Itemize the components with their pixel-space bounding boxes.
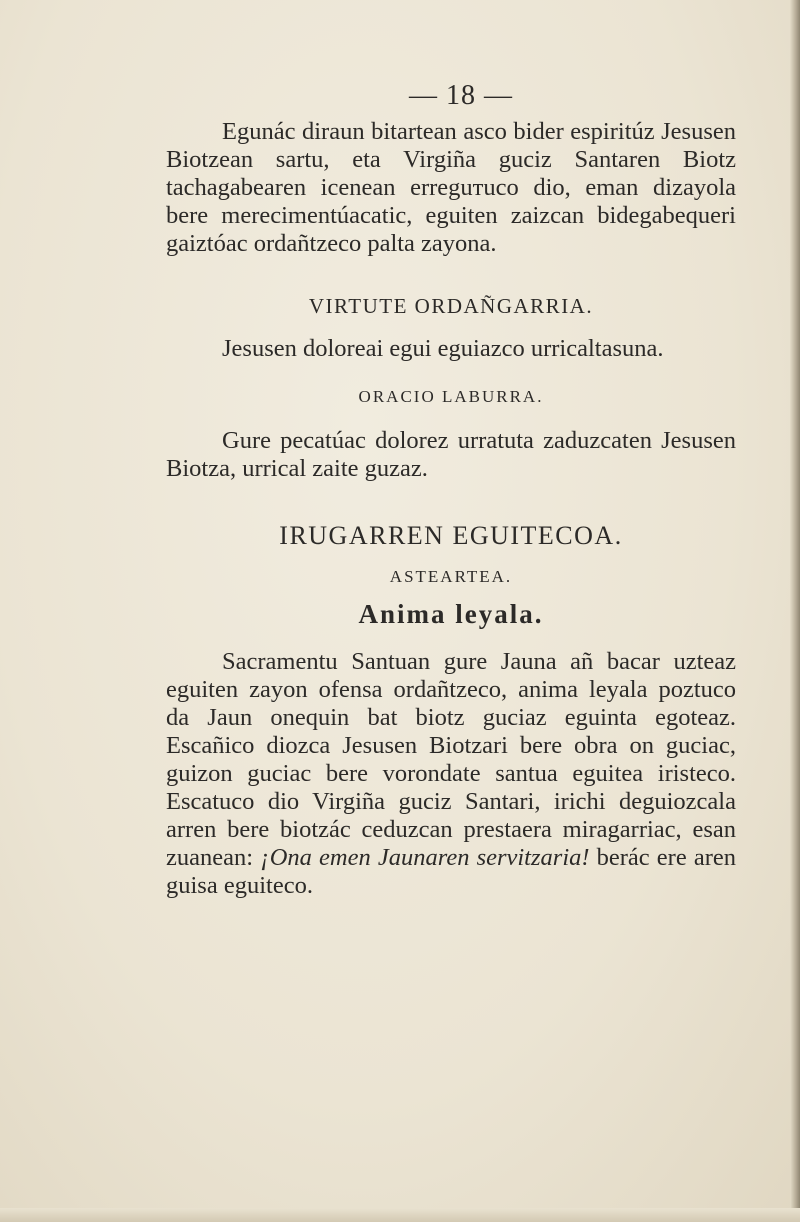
paragraph-anima-quote: ¡Ona emen Jaunaren servitzaria!: [260, 844, 590, 871]
page-number: — 18 —: [409, 80, 513, 111]
page-bottom-edge: [0, 1208, 800, 1222]
paragraph-oracio: Gure pecatúac dolorez urratuta zaduzcaten Jesusen Biotza, urrical zaite guzaz.: [166, 427, 736, 482]
paragraph-anima: [166, 648, 736, 900]
heading-asteartea: ASTEARTEA.: [389, 567, 513, 586]
page-content: [166, 80, 736, 900]
page-right-edge: [790, 0, 800, 1222]
heading-irugarren: IRUGARREN EGUITECOA.: [279, 521, 623, 550]
heading-virtute: VIRTUTE ORDAÑGARRIA.: [308, 294, 594, 318]
paragraph-anima-main: Sacramentu Santuan gure Jauna añ bacar uzteaz eguiten zayon ofensa ordañtzeco, anima leyala poztuco da Jaun onequin bat biotz guciaz eguinta egoteaz. Escañico diozca Jesusen Biotzari bere obra on guciac, guizon guciac bere vorondate santua eguitea iristeco. Escatuco dio Virgiña guciz Santari, irichi deguiozcala arren bere biotzác ceduzcan prestaera miragarriac, esan zuanean:: [166, 648, 736, 871]
paragraph-anima-end: berác ere aren guisa eguiteco.: [166, 844, 736, 899]
paragraph-intro: Egunác diraun bitartean asco bider espiritúz Jesusen Biotzean sartu, eta Virgiña guciz Santaren Biotz tachagabearen icenean erreguтuco dio, eman dizayola bere merecimentúacatic, eguiten zaizcan bidegabequeri gaiztóac ordañtzeco palta zayona.: [166, 118, 736, 257]
heading-oracio: ORACIO LABURRA.: [358, 387, 544, 406]
heading-anima-leyala: Anima leyala.: [358, 599, 544, 629]
paragraph-virtute: Jesusen doloreai egui eguiazco urricaltasuna.: [222, 335, 664, 362]
